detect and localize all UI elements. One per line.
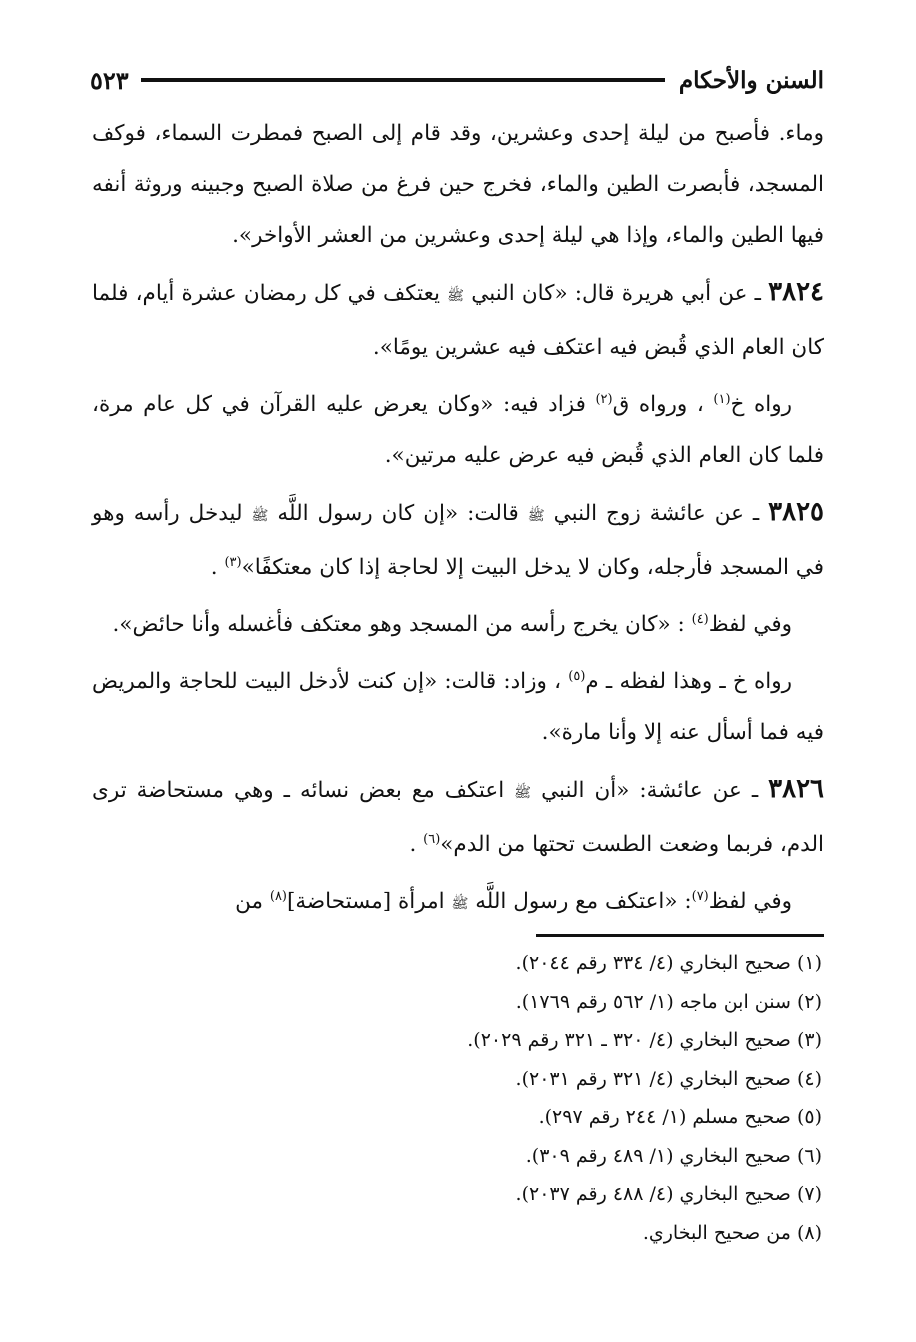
footnote-ref[interactable]: (١)	[713, 391, 731, 407]
hadith-number: ٣٨٢٦	[768, 774, 824, 804]
footnote-item: (٦) صحيح البخاري (١/ ٤٨٩ رقم ٣٠٩).	[525, 1144, 822, 1167]
variant-text: وفي لفظ	[708, 612, 792, 637]
hadith-text: .	[409, 832, 424, 857]
footnote-ref[interactable]: (٧)	[691, 888, 709, 904]
salla-glyph: ﷺ	[514, 785, 532, 801]
hadith-text: ـ عن عائشة زوج النبي	[544, 501, 769, 526]
footnote-ref[interactable]: (٦)	[423, 831, 441, 847]
hadith-text: ـ عن أبي هريرة قال: «كان النبي	[464, 281, 769, 306]
takhrij-text: ، وزاد: قالت: «إن كنت لأدخل البيت للحاجة والمريض فيه فما أسأل عنه إلا وأنا مارة».	[92, 669, 824, 745]
footnote-item: (٢) سنن ابن ماجه (١/ ٥٦٢ رقم ١٧٦٩).	[515, 990, 822, 1013]
footnote-item: (٤) صحيح البخاري (٤/ ٣٢١ رقم ٢٠٣١).	[515, 1067, 822, 1090]
hadith-3825	[92, 487, 824, 593]
takhrij-3825	[92, 656, 824, 758]
takhrij-text: رواه خ	[730, 392, 793, 417]
footnotes	[92, 944, 822, 1252]
hadith-text: .	[210, 555, 225, 580]
paragraph-text: وماء. فأصبح من ليلة إحدى وعشرين، وقد قام إلى الصبح فمطرت السماء، فوكف المسجد، فأبصرت الطين والماء، فخرج حين فرغ من صلاة الصبح وجبينه وروثة أنفه فيها الطين والماء، وإذا هي ليلة إحدى وعشرين من العشر الأواخر».	[92, 121, 824, 248]
footnote-ref[interactable]: (٥)	[568, 668, 586, 684]
hadith-text: ليدخل رأسه وهو في المسجد فأرجله، وكان لا يدخل البيت إلا لحاجة إذا كان معتكفًا»	[92, 501, 824, 580]
hadith-number: ٣٨٢٥	[768, 497, 824, 527]
takhrij-text: رواه خ ـ وهذا لفظه ـ م	[585, 669, 792, 694]
variant-wording-3826	[92, 876, 824, 930]
page-header	[90, 60, 824, 100]
footnote-item: (١) صحيح البخاري (٤/ ٣٣٤ رقم ٢٠٤٤).	[515, 952, 822, 974]
footnote-ref[interactable]: (٤)	[691, 611, 709, 627]
variant-text: امرأة [مستحاضة]	[287, 889, 452, 914]
hadith-text: قالت: «إن كان رسول اللَّه	[268, 501, 528, 526]
running-title: السنن والأحكام	[678, 66, 824, 94]
footnote-ref[interactable]: (٨)	[269, 888, 287, 904]
hadith-text: ـ عن عائشة: «أن النبي	[531, 778, 769, 803]
footnote-item: (٥) صحيح مسلم (١/ ٢٤٤ رقم ٢٩٧).	[538, 1106, 822, 1128]
variant-text: وفي لفظ	[708, 889, 792, 914]
variant-text: : «اعتكف مع رسول اللَّه	[468, 889, 692, 914]
salla-glyph: ﷺ	[527, 508, 545, 524]
hadith-3826	[92, 764, 824, 870]
footnote-item: (٨) من صحيح البخاري.	[642, 1221, 822, 1244]
paragraph-continuation	[92, 108, 824, 261]
hadith-3824	[92, 267, 824, 373]
footnote-separator	[536, 934, 824, 937]
main-text	[92, 108, 824, 936]
variant-wording-3825	[92, 599, 824, 650]
footnote-ref[interactable]: (٣)	[224, 554, 242, 570]
takhrij-text: ، ورواه ق	[612, 392, 714, 417]
hadith-number: ٣٨٢٤	[768, 277, 824, 307]
header-rule	[141, 78, 665, 82]
page-number: ٥٢٣	[90, 65, 129, 95]
takhrij-3824	[92, 379, 824, 481]
variant-text: من	[235, 889, 270, 914]
hadith-text: اعتكف مع بعض نسائه ـ وهي مستحاضة ترى الدم، فربما وضعت الطست تحتها من الدم»	[92, 778, 824, 857]
salla-glyph: ﷺ	[451, 896, 469, 912]
salla-glyph: ﷺ	[251, 508, 269, 524]
hadith-text: يعتكف في كل رمضان عشرة أيام، فلما كان العام الذي قُبض فيه اعتكف فيه عشرين يومًا».	[92, 281, 824, 360]
salla-glyph: ﷺ	[447, 288, 465, 304]
footnote-item: (٣) صحيح البخاري (٤/ ٣٢٠ ـ ٣٢١ رقم ٢٠٢٩).	[467, 1029, 822, 1051]
variant-text: : «كان يخرج رأسه من المسجد وهو معتكف فأغسله وأنا حائض».	[112, 612, 692, 637]
takhrij-text: فزاد فيه: «وكان يعرض عليه القرآن في كل عام مرة، فلما كان العام الذي قُبض فيه عرض عليه مرتين».	[92, 392, 824, 468]
footnote-ref[interactable]: (٢)	[595, 391, 613, 407]
footnote-item: (٧) صحيح البخاري (٤/ ٤٨٨ رقم ٢٠٣٧).	[515, 1183, 822, 1205]
